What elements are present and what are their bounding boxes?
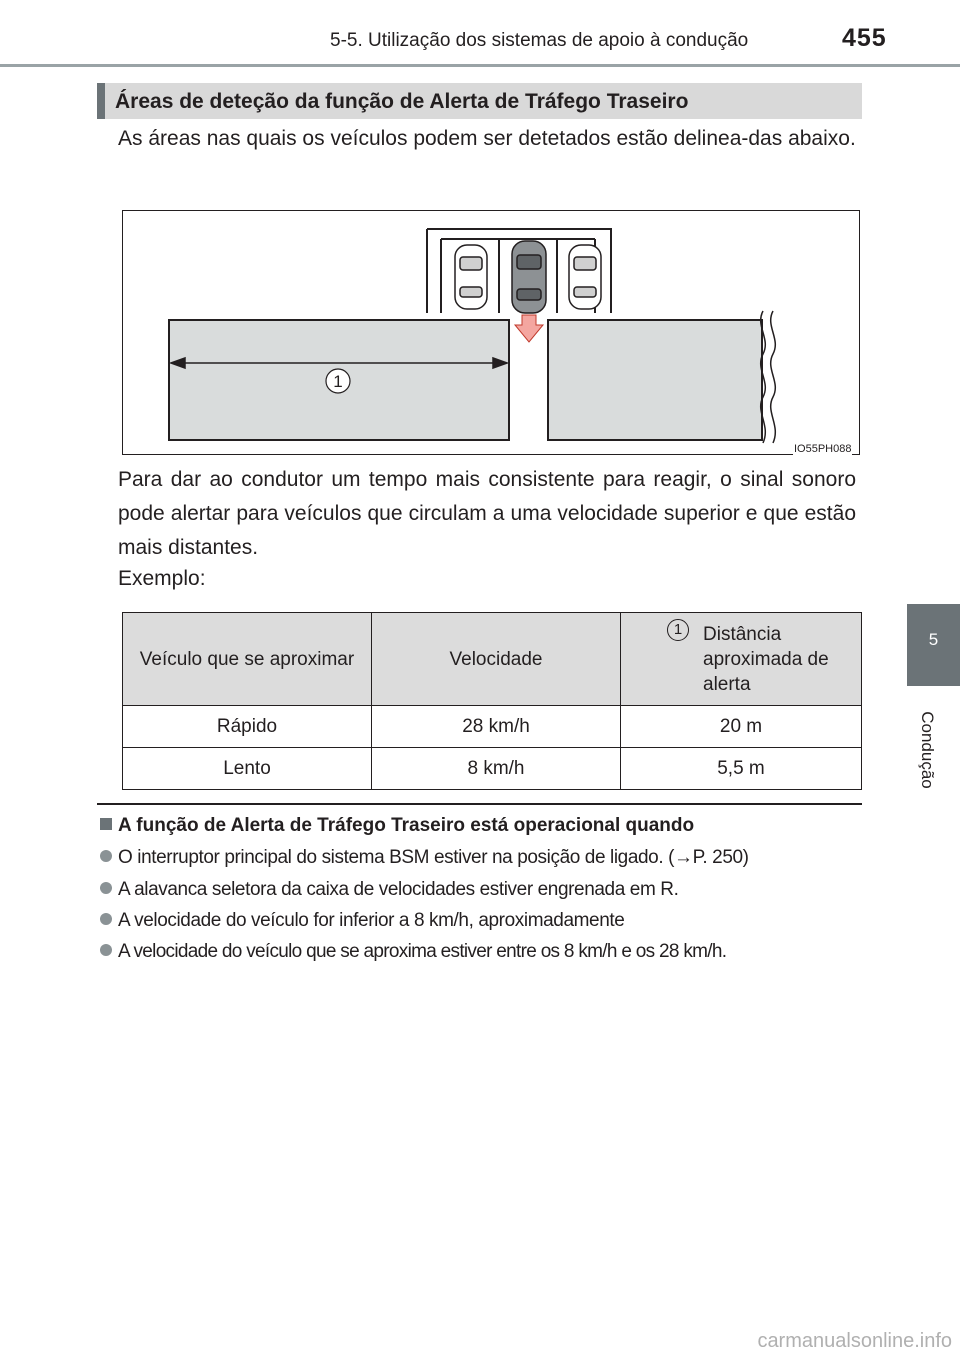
- reversing-car: [512, 241, 546, 313]
- list-item: [100, 847, 870, 869]
- table-cell: 20 m: [621, 706, 862, 748]
- parked-car-left: [455, 245, 487, 309]
- table-cell: 8 km/h: [372, 748, 621, 790]
- callout-number: 1: [333, 372, 343, 391]
- bullet-icon: [100, 882, 112, 894]
- watermark: carmanualsonline.info: [757, 1330, 952, 1352]
- table-cell: Lento: [123, 748, 372, 790]
- conditions-heading: [100, 815, 694, 837]
- table-cell: Rápido: [123, 706, 372, 748]
- table-cell: 5,5 m: [621, 748, 862, 790]
- header-speed: Velocidade: [372, 613, 621, 706]
- reverse-arrow: [515, 315, 543, 342]
- header-distance: [621, 613, 862, 706]
- header-rule: [0, 64, 960, 67]
- section-divider: [97, 803, 862, 805]
- section-heading: [97, 83, 862, 119]
- list-item: [100, 879, 870, 901]
- timing-paragraph: Para dar ao condutor um tempo mais consistente para reagir, o sinal sonoro pode alertar para veículos que circulam a uma velocidade superior e que estão mais distantes.: [118, 468, 856, 559]
- bullet-icon: [100, 913, 112, 925]
- list-item-text: O interruptor principal do sistema BSM estiver na posição de ligado. (→P. 250): [118, 847, 749, 868]
- header-distance-text: Distância aproximada de alerta: [703, 623, 829, 695]
- table-header-row: [123, 613, 862, 706]
- figure-code: IO55PH088: [794, 443, 852, 455]
- detection-area-right: [548, 320, 762, 440]
- break-line-2: [771, 311, 776, 443]
- list-item-text: A velocidade do veículo for inferior a 8 km/h, aproximadamente: [118, 910, 625, 931]
- parked-car-right: [569, 245, 601, 309]
- table-cell: 28 km/h: [372, 706, 621, 748]
- example-label: Exemplo:: [118, 567, 206, 590]
- detection-area-figure: [122, 210, 860, 455]
- header-callout: 1: [667, 619, 689, 641]
- section-heading-text: Áreas de deteção da função de Alerta de Tráfego Traseiro: [115, 90, 689, 113]
- header-vehicle: Veículo que se aproximar: [123, 613, 372, 706]
- chapter-tab[interactable]: [907, 604, 960, 686]
- chapter-label-text: Condução: [918, 711, 937, 789]
- page-number: 455: [842, 24, 887, 52]
- table-row: [123, 748, 862, 790]
- list-item: [100, 910, 870, 932]
- running-header: 5-5. Utilização dos sistemas de apoio à condução: [330, 30, 749, 51]
- conditions-heading-text: A função de Alerta de Tráfego Traseiro está operacional quando: [118, 815, 695, 836]
- bullet-icon: [100, 944, 112, 956]
- chapter-number: 5: [928, 630, 939, 649]
- list-item-text: A velocidade do veículo que se aproxima estiver entre os 8 km/h e os 28 km/h.: [118, 941, 727, 962]
- alert-distance-table: [122, 612, 862, 790]
- square-bullet-icon: [100, 818, 112, 830]
- bullet-icon: [100, 850, 112, 862]
- list-item: [100, 941, 870, 963]
- table-row: [123, 706, 862, 748]
- detection-area-diagram: [123, 211, 861, 456]
- intro-paragraph: As áreas nas quais os veículos podem ser detetados estão delinea-das abaixo.: [118, 127, 856, 150]
- chapter-label: [905, 700, 949, 800]
- list-item-text: A alavanca seletora da caixa de velocidades estiver engrenada em R.: [118, 879, 679, 900]
- heading-bar: [97, 83, 105, 119]
